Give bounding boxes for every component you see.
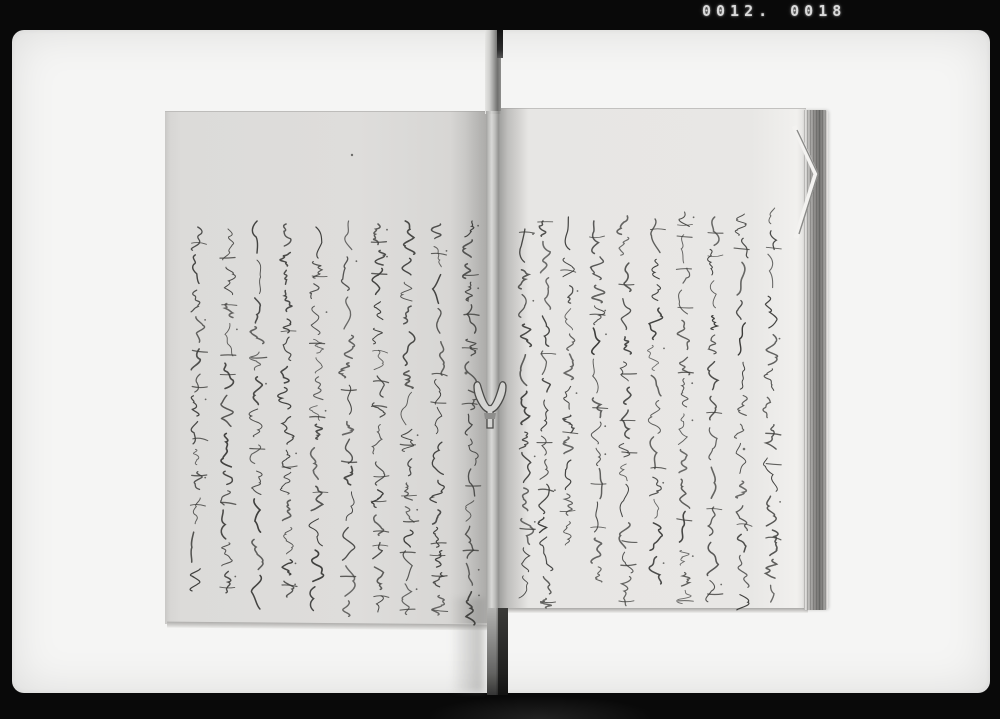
binding-clip	[466, 372, 512, 430]
gutter-shadow-right	[501, 108, 529, 608]
gutter-shadow-left	[450, 111, 487, 623]
rod-dark-notch	[497, 30, 503, 58]
rod-shadow	[450, 598, 486, 692]
clip-fork	[474, 382, 506, 428]
frame-counter	[702, 2, 846, 20]
page-corner-curl	[786, 112, 830, 252]
right-page	[500, 108, 806, 609]
left-page	[165, 111, 488, 624]
book-cradle-rod-bottom	[487, 608, 508, 695]
film-band-glow	[430, 697, 650, 719]
frame-counter-frame: 0018	[790, 2, 847, 20]
clip-collar	[484, 413, 496, 419]
right-page-bottom-edge	[500, 608, 808, 613]
frame-counter-reel: 0012.	[702, 2, 773, 20]
book-cradle-rod-gutter	[486, 111, 501, 610]
curl-highlight	[794, 126, 816, 238]
